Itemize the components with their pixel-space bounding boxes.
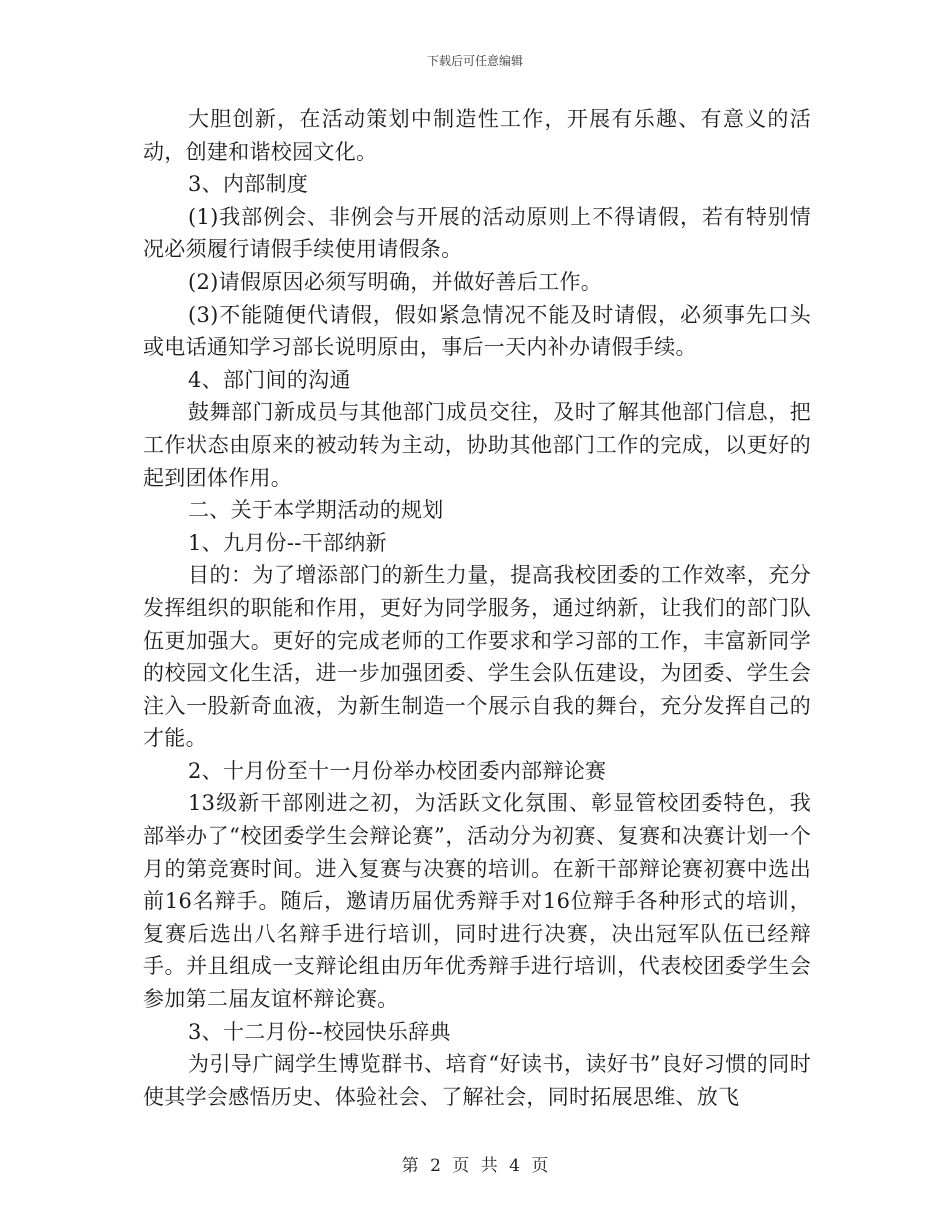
page-header: 下载后可任意编辑 (426, 54, 523, 68)
page-footer: 第 2 页 共 4 页 (401, 1156, 549, 1176)
section-heading-communication: 4、部门间的沟通 (188, 367, 351, 392)
paragraph-intro: 大胆创新，在活动策划中制造性工作，开展有乐趣、有意义的活动，创建和谐校园文化。 (143, 107, 811, 164)
paragraph-september-purpose: 目的：为了增添部门的新生力量，提高我校团委的工作效率，充分发挥组织的职能和作用，更好为同学服务，通过纳新，让我们的部门队伍更加强大。更好的完成老师的工作要求和学习部的工作，丰富新同学的校园文化生活，进一步加强团委、学生会队伍建设，为团委、学生会注入一股新奇血液，为新生制造一个展示自我的舞台，充分发挥自己的才能。 (143, 563, 811, 751)
section-heading-december: 3、十二月份--校园快乐辞典 (188, 1019, 451, 1044)
paragraph-rule-1: (1)我部例会、非例会与开展的活动原则上不得请假，若有特别情况必须履行请假手续使用请假条。 (143, 204, 811, 262)
paragraph-rule-2: (2)请假原因必须写明确，并做好善后工作。 (188, 269, 603, 294)
section-heading-september: 1、九月份--干部纳新 (188, 530, 387, 555)
section-heading-debate: 2、十月份至十一月份举办校团委内部辩论赛 (188, 758, 607, 783)
section-heading-semester-plan: 二、关于本学期活动的规划 (188, 498, 444, 523)
paragraph-rule-3: (3)不能随便代请假，假如紧急情况不能及时请假，必须事先口头或电话通知学习部长说明原由，事后一天内补办请假手续。 (143, 302, 811, 360)
paragraph-debate: 13级新干部刚进之初，为活跃文化氛围、彰显管校团委特色，我部举办了“校团委学生会辩论赛”，活动分为初赛、复赛和决赛计划一个月的第竞赛时间。进入复赛与决赛的培训。在新干部辩论赛初赛中选出前16名辩手。随后，邀请历届优秀辩手对16位辩手各种形式的培训，复赛后选出八名辩手进行培训，同时进行决赛，决出冠军队伍已经辩手。并且组成一支辩论组由历年优秀辩手进行培训，代表校团委学生会参加第二届友谊杯辩论赛。 (143, 791, 811, 1012)
section-heading-internal-rules: 3、内部制度 (188, 172, 309, 197)
paragraph-december: 为引导广阔学生博览群书、培育“好读书，读好书”良好习惯的同时使其学会感悟历史、体验社会、了解社会，同时拓展思维、放飞 (143, 1052, 811, 1109)
paragraph-communication: 鼓舞部门新成员与其他部门成员交往，及时了解其他部门信息，把工作状态由原来的被动转为主动，协助其他部门工作的完成，以更好的起到团体作用。 (143, 400, 811, 490)
document-body (143, 103, 811, 1113)
